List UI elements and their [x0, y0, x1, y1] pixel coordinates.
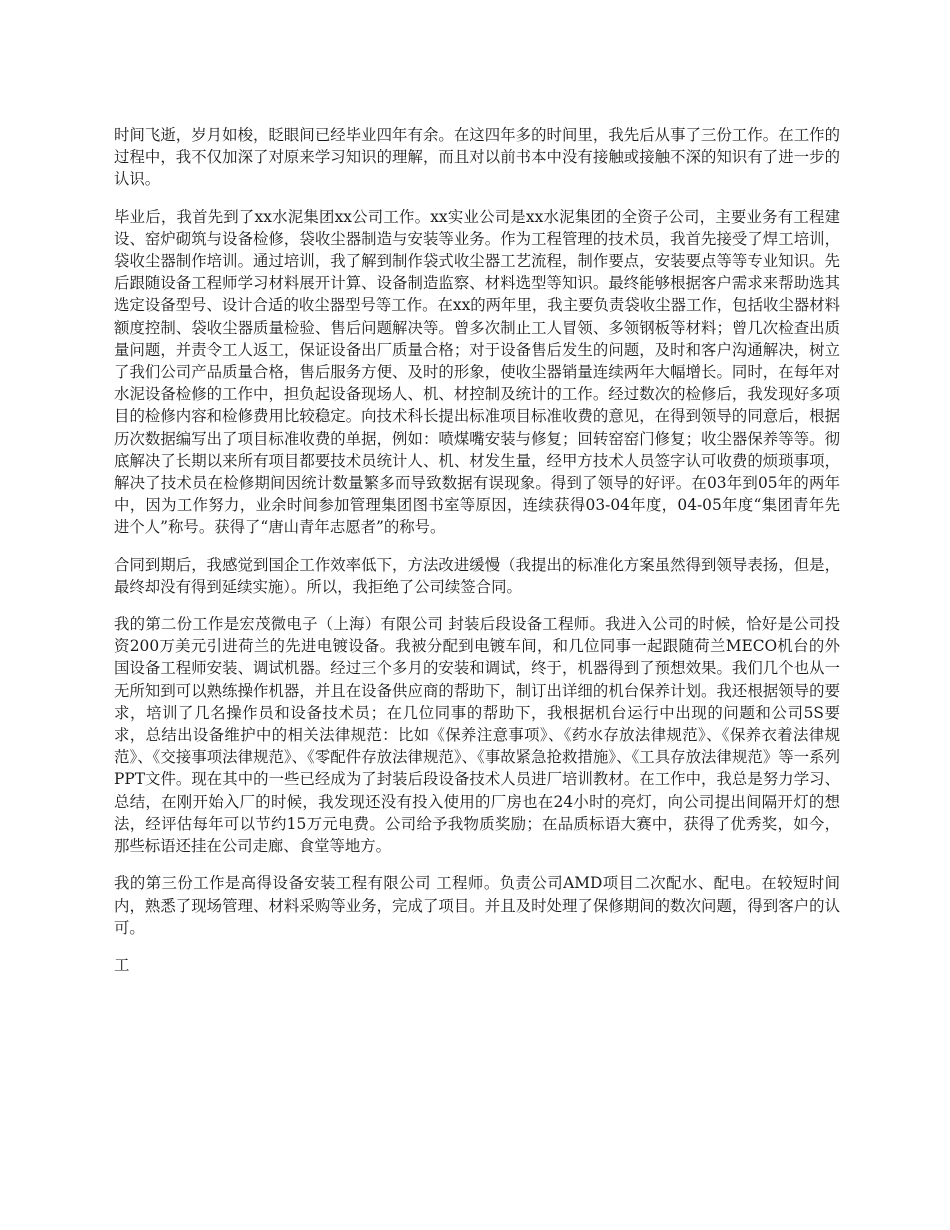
- paragraph-third-job: 我的第三份工作是高得设备安装工程有限公司 工程师。负责公司AMD项目二次配水、配电。在较短时间内，熟悉了现场管理、材料采购等业务，完成了项目。并且及时处理了保修期间的数次问题，得到客户的认可。: [114, 874, 840, 937]
- paragraph-trailing: 工: [114, 955, 130, 974]
- paragraph-contract-end: 合同到期后，我感觉到国企工作效率低下，方法改进缓慢（我提出的标准化方案虽然得到领导表扬，但是，最终却没有得到延续实施）。所以，我拒绝了公司续签合同。: [114, 555, 840, 596]
- paragraph-intro: 时间飞逝，岁月如梭，眨眼间已经毕业四年有余。在这四年多的时间里，我先后从事了三份工作。在工作的过程中，我不仅加深了对原来学习知识的理解，而且对以前书本中没有接触或接触不深的知识有了进一步的认识。: [114, 126, 840, 189]
- paragraph-second-job: 我的第二份工作是宏茂微电子（上海）有限公司 封装后段设备工程师。我进入公司的时候，恰好是公司投资200万美元引进荷兰的先进电镀设备。我被分配到电镀车间，和几位同事一起跟随荷兰MECO机台的外国设备工程师安装、调试机器。经过三个多月的安装和调试，终于，机器得到了预想效果。我们几个也从一无所知到可以熟练操作机器，并且在设备供应商的帮助下，制订出详细的机台保养计划。我还根据领导的要求，培训了几名操作员和设备技术员；在几位同事的帮助下，我根据机台运行中出现的问题和公司5S要求，总结出设备维护中的相关法律规范：比如《保养注意事项》、《药水存放法律规范》、《保养衣着法律规范》、《交接事项法律规范》、《零配件存放法律规范》、《事故紧急抢救措施》、《工具存放法律规范》等一系列PPT文件。现在其中的一些已经成为了封装后段设备技术人员进厂培训教材。在工作中，我总是努力学习、总结，在刚开始入厂的时候，我发现还没有投入使用的厂房也在24小时的亮灯，向公司提出间隔开灯的想法，经评估每年可以节约15万元电费。公司给予我物质奖励；在品质标语大赛中，获得了优秀奖，如今，那些标语还挂在公司走廊、食堂等地方。: [114, 615, 840, 856]
- paragraph-first-job: 毕业后，我首先到了xx水泥集团xx公司工作。xx实业公司是xx水泥集团的全资子公司，主要业务有工程建设、窑炉砌筑与设备检修，袋收尘器制造与安装等业务。作为工程管理的技术员，我首先接受了焊工培训，袋收尘器制作培训。通过培训，我了解到制作袋式收尘器工艺流程，制作要点，安装要点等等专业知识。先后跟随设备工程师学习材料展开计算、设备制造监察、材料选型等知识。最终能够根据客户需求来帮助选其选定设备型号、设计合适的收尘器型号等工作。在xx的两年里，我主要负责袋收尘器工作，包括收尘器材料额度控制、袋收尘器质量检验、售后问题解决等。曾多次制止工人冒领、多领钢板等材料；曾几次检查出质量问题，并责令工人返工，保证设备出厂质量合格；对于设备售后发生的问题，及时和客户沟通解决，树立了我们公司产品质量合格，售后服务方便、及时的形象，使收尘器销量连续两年大幅增长。同时，在每年对水泥设备检修的工作中，担负起设备现场人、机、材控制及统计的工作。经过数次的检修后，我发现好多项目的检修内容和检修费用比较稳定。向技术科长提出标准项目标准收费的意见，在得到领导的同意后，根据历次数据编写出了项目标准收费的单据，例如：喷煤嘴安装与修复；回转窑窑门修复；收尘器保养等等。彻底解决了长期以来所有项目都要技术员统计人、机、材发生量，经甲方技术人员签字认可收费的烦琐事项，解决了技术员在检修期间因统计数量繁多而导致数据有误现象。得到了领导的好评。在03年到05年的两年中，因为工作努力，业余时间参加管理集团图书室等原因，连续获得03-04年度，04-05年度“集团青年先进个人”称号。获得了“唐山青年志愿者”的称号。: [114, 207, 840, 537]
- document-body: [114, 124, 840, 991]
